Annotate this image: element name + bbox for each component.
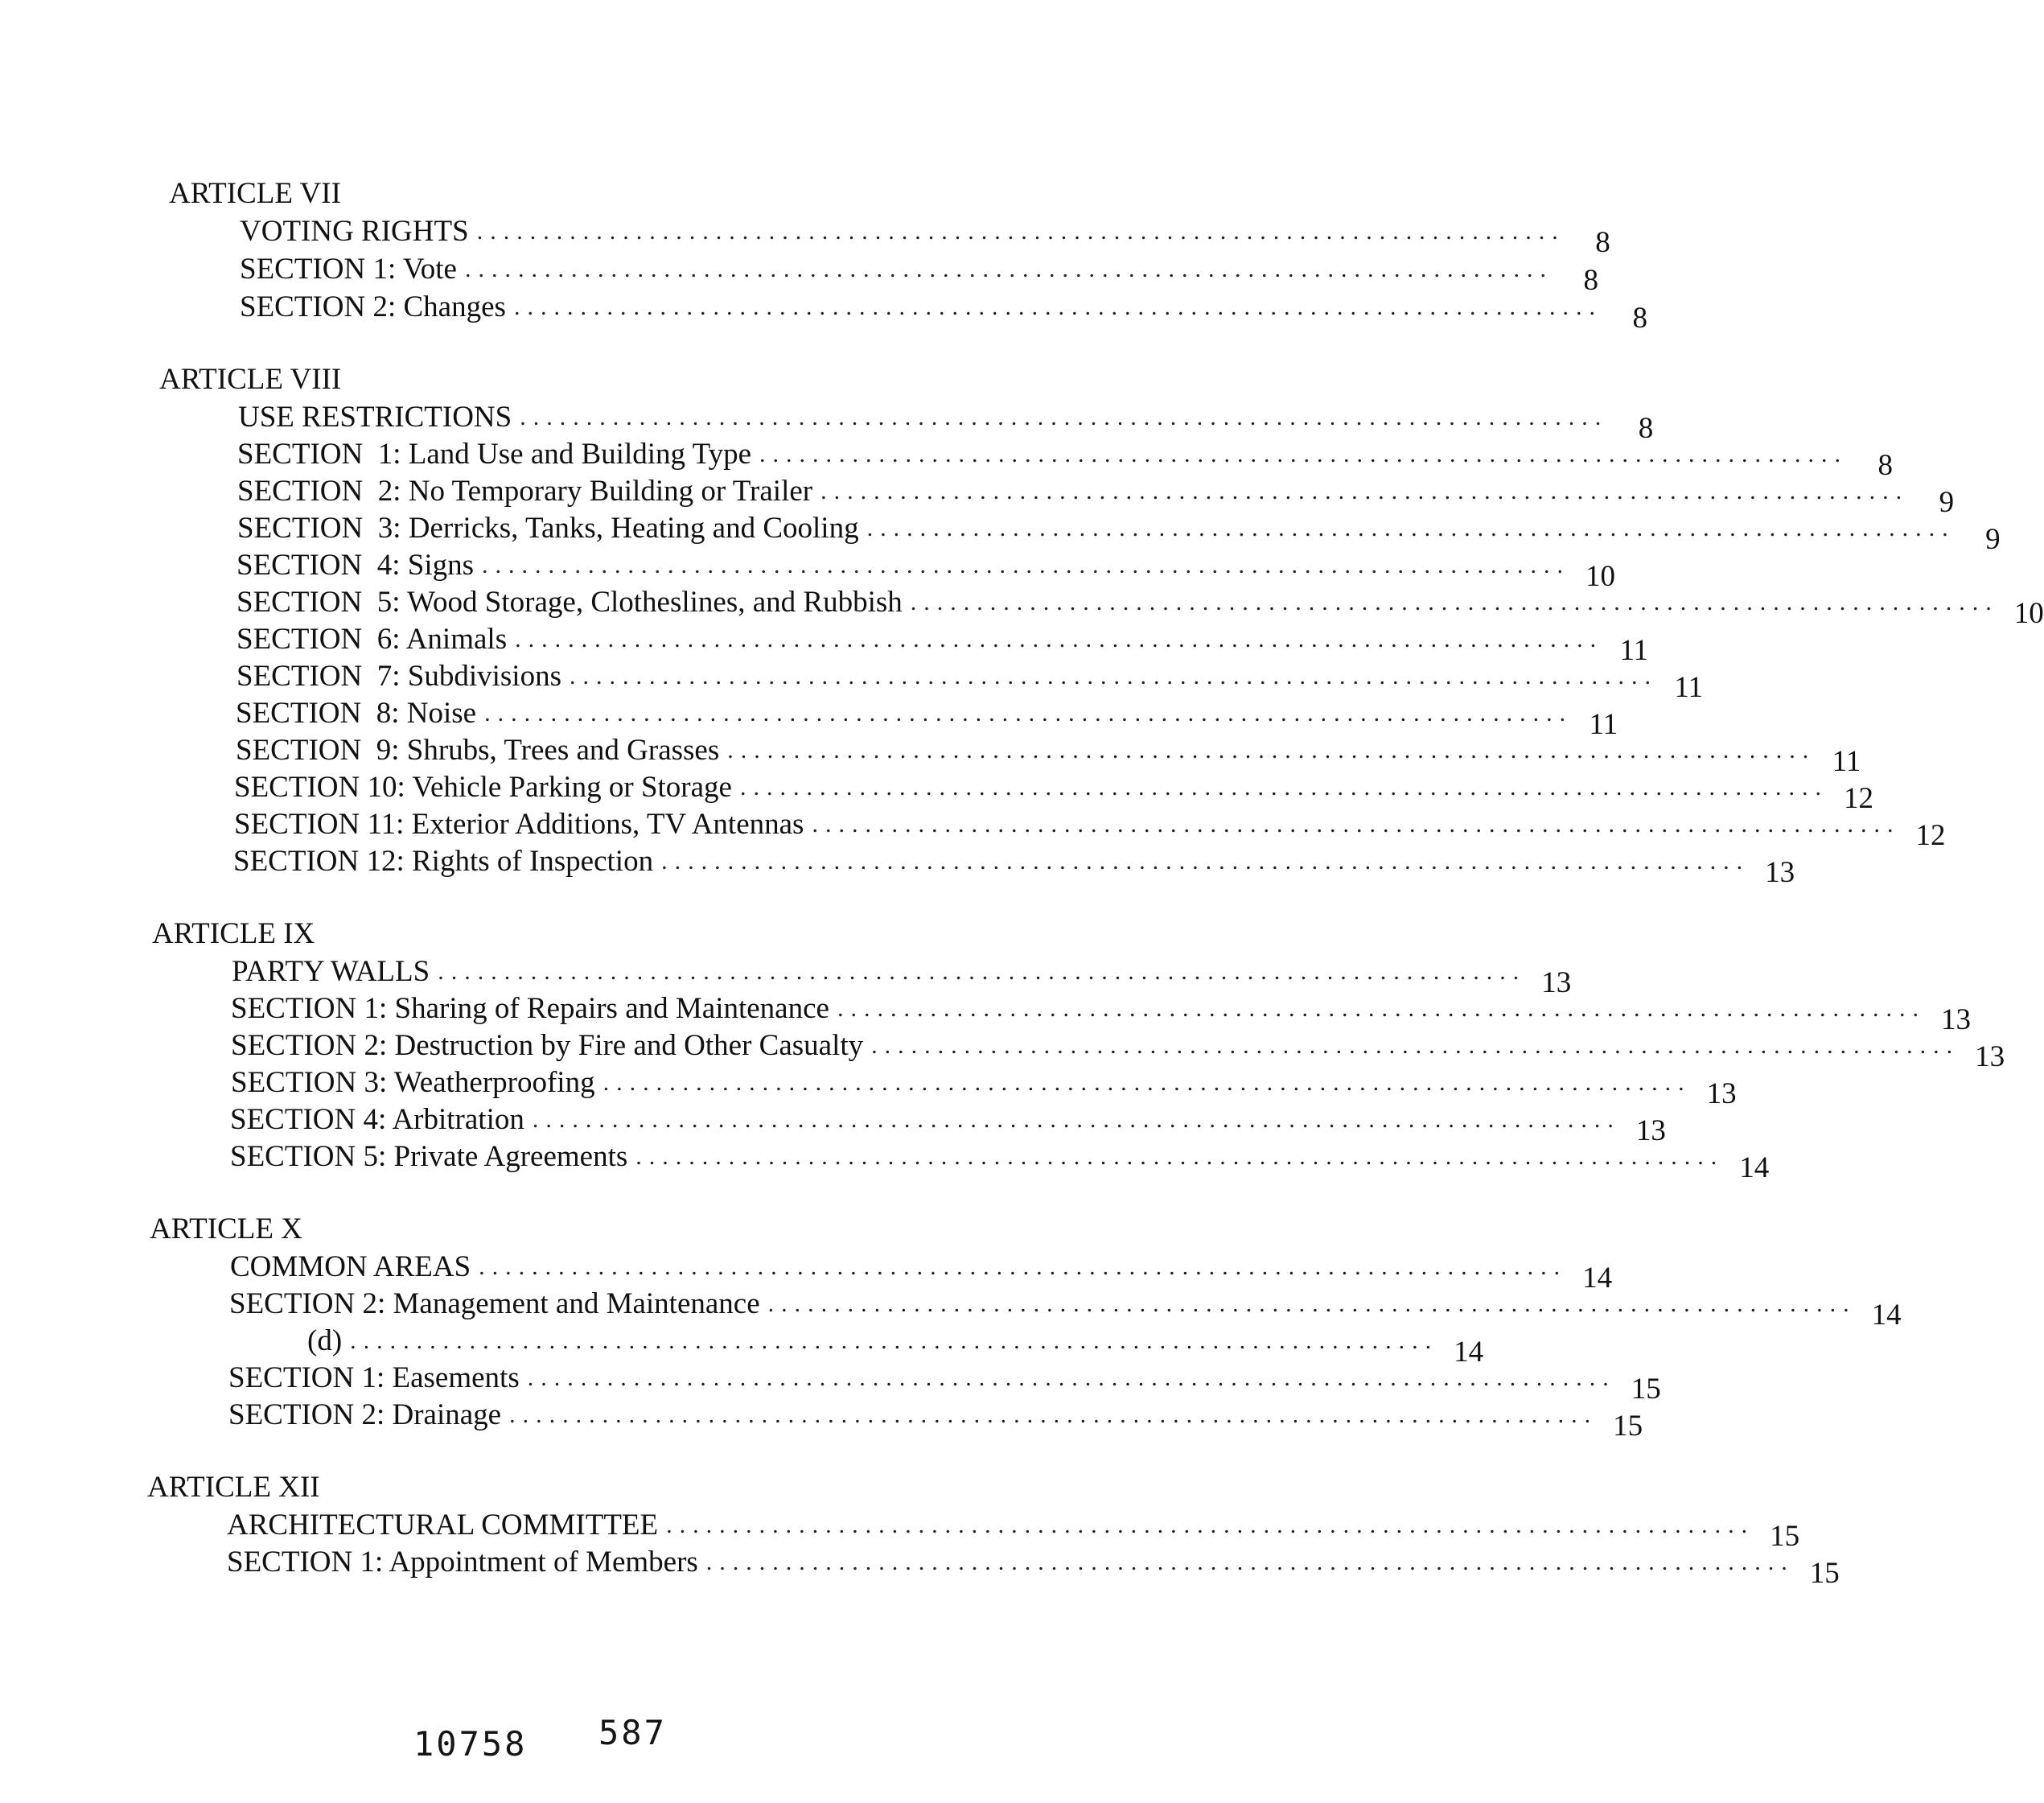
entry-page: 12 <box>1843 782 1873 815</box>
toc-entry <box>231 1028 2005 1073</box>
toc-entry <box>231 1065 1737 1110</box>
entry-label: SECTION 2: Management and Maintenance <box>229 1287 760 1320</box>
entry-page: 8 <box>1595 226 1610 259</box>
entry-label: SECTION 1: Vote <box>240 253 457 286</box>
entry-label: SECTION 2: Destruction by Fire and Other Casualty <box>231 1029 864 1062</box>
dot-leader: .................................................................................. <box>837 995 1926 1022</box>
entry-label: SECTION 2: Drainage <box>228 1398 502 1431</box>
entry-page: 13 <box>1541 966 1572 999</box>
dot-leader: .................................................................................. <box>705 1549 1795 1575</box>
dot-leader: .................................................................................. <box>661 848 1750 875</box>
entry-page: 14 <box>1739 1151 1770 1184</box>
entry-page: 12 <box>1915 819 1946 852</box>
dot-leader: .................................................................................. <box>509 1402 1598 1428</box>
entry-page: 14 <box>1454 1336 1484 1369</box>
entry-label: ARCHITECTURAL COMMITTEE <box>227 1509 659 1542</box>
entry-label: PARTY WALLS <box>232 955 430 988</box>
toc-entry <box>227 1545 1840 1590</box>
entry-page: 13 <box>1635 1114 1666 1147</box>
entry-page: 13 <box>1706 1077 1737 1110</box>
entry-label: SECTION 2: No Temporary Building or Trailer <box>237 475 813 508</box>
dot-leader: .................................................................................. <box>759 441 1849 467</box>
entry-label: SECTION 3: Weatherproofing <box>231 1066 595 1099</box>
toc-entry <box>236 659 1703 704</box>
page-number-stamp: 587 <box>598 1713 667 1752</box>
dot-leader: .................................................................................. <box>464 256 1553 282</box>
toc-entry <box>238 400 1654 445</box>
entry-page: 8 <box>1638 412 1654 445</box>
toc-entry <box>229 1286 1902 1332</box>
dot-leader: .................................................................................. <box>527 1365 1616 1391</box>
dot-leader: .................................................................................. <box>871 1032 1960 1059</box>
toc-entry <box>237 511 2001 556</box>
toc-entry <box>233 844 1795 889</box>
toc-entry <box>236 585 2044 630</box>
entry-label: SECTION 1: Appointment of Members <box>227 1546 698 1579</box>
entry-label: SECTION 4: Signs <box>236 549 475 582</box>
toc-entry <box>237 474 1955 519</box>
dot-leader: .................................................................................. <box>910 589 1999 615</box>
toc-entry <box>307 1323 1484 1369</box>
article-heading: ARTICLE XII <box>147 1471 320 1504</box>
dot-leader: .................................................................................. <box>513 294 1602 320</box>
dot-leader: .................................................................................. <box>812 811 1901 838</box>
toc-entry <box>240 252 1598 297</box>
article-heading: ARTICLE X <box>150 1212 302 1245</box>
entry-page: 15 <box>1809 1557 1840 1590</box>
toc-entry <box>234 807 1946 852</box>
toc-entry <box>231 991 1971 1036</box>
entry-page: 11 <box>1832 745 1861 778</box>
entry-label: SECTION 4: Arbitration <box>230 1103 524 1136</box>
toc-entry <box>237 437 1894 482</box>
entry-label: COMMON AREAS <box>230 1250 471 1283</box>
entry-label: SECTION 12: Rights of Inspection <box>233 845 654 878</box>
dot-leader: .................................................................................. <box>482 552 1571 578</box>
entry-label: SECTION 8: Noise <box>236 697 477 730</box>
entry-label: SECTION 6: Animals <box>236 623 508 656</box>
dot-leader: .................................................................................. <box>532 1106 1621 1133</box>
entry-page: 15 <box>1631 1373 1661 1406</box>
entry-label: SECTION 9: Shrubs, Trees and Grasses <box>236 734 720 767</box>
entry-page: 10 <box>2013 597 2044 630</box>
entry-page: 8 <box>1877 449 1894 482</box>
dot-leader: .................................................................................. <box>727 737 1816 764</box>
dot-leader: .................................................................................. <box>739 774 1828 801</box>
entry-page: 14 <box>1871 1299 1902 1332</box>
dot-leader: .................................................................................. <box>820 478 1910 504</box>
entry-page: 8 <box>1632 302 1647 335</box>
entry-label: (d) <box>307 1324 343 1357</box>
toc-entry <box>236 696 1618 741</box>
article-heading: ARTICLE VII <box>169 177 341 210</box>
entry-label: VOTING RIGHTS <box>240 215 469 248</box>
dot-leader: .................................................................................. <box>476 218 1565 245</box>
entry-label: USE RESTRICTIONS <box>238 401 512 434</box>
entry-label: SECTION 5: Private Agreements <box>230 1140 628 1173</box>
toc-entry <box>240 290 1647 335</box>
dot-leader: .................................................................................. <box>350 1328 1439 1354</box>
entry-label: SECTION 1: Sharing of Repairs and Maintenance <box>231 992 829 1025</box>
toc-entry <box>236 548 1616 593</box>
entry-page: 11 <box>1619 634 1649 667</box>
entry-page: 14 <box>1582 1262 1613 1295</box>
dot-leader: .................................................................................. <box>603 1069 1692 1096</box>
dot-leader: .................................................................................. <box>520 404 1609 430</box>
entry-page: 9 <box>1985 523 2001 556</box>
toc-entry <box>230 1102 1666 1147</box>
entry-label: SECTION 11: Exterior Additions, TV Antennas <box>234 808 804 841</box>
entry-page: 13 <box>1975 1040 2005 1073</box>
entry-label: SECTION 1: Land Use and Building Type <box>237 438 752 471</box>
entry-page: 13 <box>1940 1003 1971 1036</box>
dot-leader: .................................................................................. <box>666 1512 1755 1538</box>
entry-label: SECTION 5: Wood Storage, Clotheslines, and Rubbish <box>236 586 903 619</box>
article-heading: ARTICLE IX <box>152 917 315 950</box>
article-heading: ARTICLE VIII <box>159 363 342 396</box>
entry-page: 15 <box>1613 1410 1643 1443</box>
toc-entry <box>234 770 1873 815</box>
toc-entry <box>232 954 1572 999</box>
dot-leader: .................................................................................. <box>866 515 1956 541</box>
entry-label: SECTION 10: Vehicle Parking or Storage <box>234 771 732 804</box>
entry-page: 15 <box>1770 1520 1800 1553</box>
entry-label: SECTION 1: Easements <box>228 1361 520 1394</box>
dot-leader: .................................................................................. <box>515 626 1604 652</box>
entry-page: 9 <box>1939 486 1955 519</box>
dot-leader: .................................................................................. <box>569 663 1658 690</box>
toc-entry <box>236 733 1861 778</box>
entry-label: SECTION 7: Subdivisions <box>236 660 561 693</box>
toc-entry <box>228 1360 1661 1406</box>
entry-page: 13 <box>1765 856 1795 889</box>
entry-page: 8 <box>1583 264 1598 297</box>
toc-entry <box>228 1398 1643 1443</box>
book-number-stamp: 10758 <box>413 1724 528 1764</box>
dot-leader: .................................................................................. <box>767 1291 1857 1317</box>
dot-leader: .................................................................................. <box>438 958 1527 985</box>
entry-page: 10 <box>1585 560 1616 593</box>
entry-label: SECTION 2: Changes <box>240 290 506 323</box>
toc-entry <box>230 1249 1613 1295</box>
dot-leader: .................................................................................. <box>479 1253 1568 1280</box>
entry-page: 11 <box>1589 708 1618 741</box>
entry-page: 11 <box>1674 671 1703 704</box>
toc-entry <box>236 622 1649 667</box>
toc-entry <box>227 1508 1800 1553</box>
dot-leader: .................................................................................. <box>484 700 1573 727</box>
toc-entry <box>230 1139 1770 1184</box>
dot-leader: .................................................................................. <box>635 1143 1725 1170</box>
toc-entry <box>240 214 1610 259</box>
entry-label: SECTION 3: Derricks, Tanks, Heating and Cooling <box>237 512 859 545</box>
